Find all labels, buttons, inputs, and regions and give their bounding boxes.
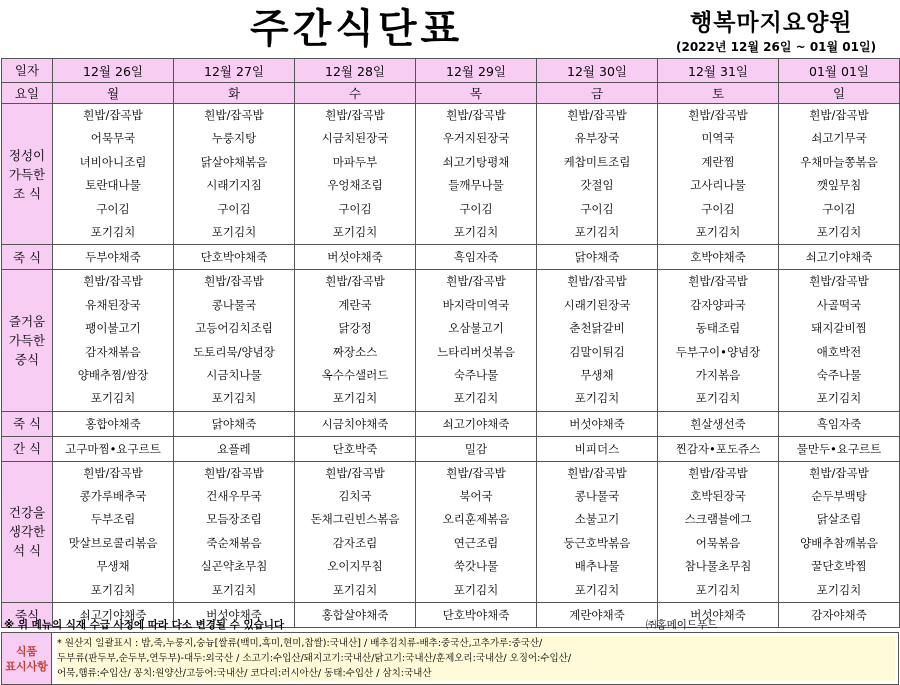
menu-item: 흰밥/잡곡밥 bbox=[809, 465, 869, 480]
dinner-cell bbox=[779, 461, 900, 602]
menu-item: 닭강정 bbox=[338, 321, 372, 336]
menu-item: 모듬장조림 bbox=[206, 512, 262, 527]
snack-cell: 단호박죽 bbox=[295, 436, 416, 461]
day-row bbox=[2, 83, 900, 104]
menu-item: 쇠고기무국 bbox=[811, 131, 867, 146]
menu-item: 흰밥/잡곡밥 bbox=[688, 274, 748, 289]
breakfast-cell bbox=[416, 104, 537, 245]
menu-item: 건새우무국 bbox=[206, 489, 262, 504]
menu-item: 순두부백탕 bbox=[811, 489, 867, 504]
porridge_dinner-cell: 버섯야채죽 bbox=[658, 603, 779, 628]
day-cell: 목 bbox=[416, 83, 537, 104]
snack-cell: 비피더스 bbox=[537, 436, 658, 461]
menu-item: 느타리버섯볶음 bbox=[437, 344, 515, 359]
menu-item: 토란대나물 bbox=[85, 178, 141, 193]
day-label: 요일 bbox=[2, 83, 53, 104]
date-cell: 12월 30일 bbox=[537, 59, 658, 83]
menu-item: 흰밥/잡곡밥 bbox=[204, 108, 264, 122]
menu-item: 배추나물 bbox=[574, 559, 620, 574]
menu-item: 케찹미트조림 bbox=[563, 154, 631, 169]
dinner-cell bbox=[416, 461, 537, 602]
snack-cell: 밀감 bbox=[416, 436, 537, 461]
menu-item: 무생채 bbox=[96, 559, 130, 574]
menu-item: 두부구이•양념장 bbox=[675, 344, 761, 359]
menu-item: 흰밥/잡곡밥 bbox=[325, 465, 385, 480]
menu-item: 두부조림 bbox=[90, 512, 136, 527]
day-cell: 화 bbox=[174, 83, 295, 104]
porridge_dinner-cell: 쇠고기야채죽 bbox=[53, 603, 174, 628]
menu-item: 죽순채볶음 bbox=[206, 535, 262, 550]
menu-item: 동태조림 bbox=[695, 321, 741, 336]
menu-item: 양배추참깨볶음 bbox=[800, 535, 878, 550]
menu-item: 돼지갈비찜 bbox=[811, 321, 867, 336]
breakfast-cell bbox=[658, 104, 779, 245]
dinner-cell bbox=[537, 461, 658, 602]
porridge_dinner-cell: 감자야채죽 bbox=[779, 603, 900, 628]
date-row bbox=[2, 59, 900, 83]
date-cell: 12월 28일 bbox=[295, 59, 416, 83]
porridge-label: 죽 식 bbox=[2, 411, 53, 436]
menu-item: 구이김 bbox=[96, 201, 130, 216]
menu-item: 포기김치 bbox=[90, 582, 136, 597]
menu-item: 무생채 bbox=[580, 367, 614, 382]
menu-item: 흰밥/잡곡밥 bbox=[446, 274, 506, 289]
menu-item: 감자양파국 bbox=[690, 297, 746, 312]
menu-item: 우엉채조림 bbox=[327, 178, 383, 193]
menu-item: 숙주나물 bbox=[816, 367, 862, 382]
menu-item: 포기김치 bbox=[90, 391, 136, 406]
menu-item: 포기김치 bbox=[695, 391, 741, 406]
menu-item: 호박된장국 bbox=[690, 489, 746, 504]
menu-item: 시래기지짐 bbox=[206, 178, 262, 193]
date-cell: 12월 31일 bbox=[658, 59, 779, 83]
menu-item: 깻잎무침 bbox=[816, 178, 862, 193]
porridge_lunch-cell: 버섯야채죽 bbox=[537, 411, 658, 436]
menu-item: 시금치나물 bbox=[206, 367, 262, 382]
menu-item: 마파두부 bbox=[332, 154, 378, 169]
menu-item: 양배추찜/쌈장 bbox=[77, 367, 149, 382]
dinner-cell bbox=[658, 461, 779, 602]
porridge_breakfast-cell: 호박야채죽 bbox=[658, 245, 779, 270]
menu-item: 우채마늘쫑볶음 bbox=[800, 154, 878, 169]
menu-item: 김치국 bbox=[338, 489, 372, 504]
breakfast-cell bbox=[779, 104, 900, 245]
date-label: 일자 bbox=[2, 59, 53, 83]
menu-item: 옥수수샐러드 bbox=[321, 367, 389, 382]
menu-change-notice: ※ 위 메뉴의 식재 수급 사정에 따라 다소 변경될 수 있습니다 bbox=[4, 619, 285, 631]
menu-item: 실곤약초무침 bbox=[200, 559, 268, 574]
menu-item: 스크램블에그 bbox=[684, 512, 752, 527]
day-cell: 일 bbox=[779, 83, 900, 104]
menu-item: 맛살브로콜리볶음 bbox=[68, 535, 158, 550]
menu-item: 돈채그린빈스볶음 bbox=[310, 512, 400, 527]
menu-period: (2022년 12월 26일 ~ 01월 01일) bbox=[676, 40, 877, 54]
menu-item: 유채된장국 bbox=[85, 297, 141, 312]
dinner-cell bbox=[295, 461, 416, 602]
porridge-label: 죽식 bbox=[2, 603, 53, 628]
menu-item: 들깨무나물 bbox=[448, 178, 504, 193]
date-cell: 12월 27일 bbox=[174, 59, 295, 83]
menu-item: 흰밥/잡곡밥 bbox=[325, 108, 385, 122]
snack-cell: 요플레 bbox=[174, 436, 295, 461]
porridge_dinner-cell: 버섯야채죽 bbox=[174, 603, 295, 628]
page-title: 주간식단표 bbox=[250, 6, 464, 52]
menu-item: 흰밥/잡곡밥 bbox=[83, 108, 143, 122]
menu-item: 애호박전 bbox=[816, 344, 862, 359]
date-cell: 01월 01일 bbox=[779, 59, 900, 83]
menu-item: 유부장국 bbox=[574, 131, 620, 146]
porridge_breakfast-cell: 쇠고기야채죽 bbox=[779, 245, 900, 270]
menu-item: 포기김치 bbox=[816, 391, 862, 406]
breakfast-cell bbox=[174, 104, 295, 245]
menu-item: 포기김치 bbox=[332, 224, 378, 239]
menu-item: 흰밥/잡곡밥 bbox=[83, 274, 143, 289]
menu-item: 북어국 bbox=[459, 489, 493, 504]
day-cell: 수 bbox=[295, 83, 416, 104]
menu-item: 소불고기 bbox=[574, 512, 620, 527]
menu-item: 도토리묵/양념장 bbox=[193, 344, 275, 359]
menu-item: 어묵무국 bbox=[90, 131, 136, 146]
menu-item: 우거지된장국 bbox=[442, 131, 510, 146]
menu-item: 바지락미역국 bbox=[442, 297, 510, 312]
breakfast-cell bbox=[295, 104, 416, 245]
day-cell: 금 bbox=[537, 83, 658, 104]
porridge_dinner-cell: 단호박야채죽 bbox=[416, 603, 537, 628]
snack-cell: 찐감자•포도쥬스 bbox=[658, 436, 779, 461]
snack-cell: 고구마찜•요구르트 bbox=[53, 436, 174, 461]
menu-item: 포기김치 bbox=[211, 391, 257, 406]
menu-item: 둥근호박볶음 bbox=[563, 535, 631, 550]
menu-item: 흰밥/잡곡밥 bbox=[567, 465, 627, 480]
menu-item: 흰밥/잡곡밥 bbox=[446, 465, 506, 480]
porridge_breakfast-cell: 두부야채죽 bbox=[53, 245, 174, 270]
menu-item: 콩가루배추국 bbox=[79, 489, 147, 504]
breakfast-cell bbox=[53, 104, 174, 245]
menu-item: 포기김치 bbox=[332, 582, 378, 597]
menu-item: 포기김치 bbox=[574, 582, 620, 597]
lunch-row bbox=[2, 270, 900, 411]
menu-item: 쇠고기탕평채 bbox=[442, 154, 510, 169]
porridge-label: 죽 식 bbox=[2, 245, 53, 270]
menu-item: 포기김치 bbox=[211, 224, 257, 239]
menu-item: 포기김치 bbox=[211, 582, 257, 597]
porridge_breakfast-cell: 흑임자죽 bbox=[416, 245, 537, 270]
dinner-cell bbox=[53, 461, 174, 602]
menu-item: 포기김치 bbox=[695, 582, 741, 597]
menu-item: 어묵볶음 bbox=[695, 535, 741, 550]
porridge-lunch-row bbox=[2, 411, 900, 436]
menu-item: 누룽지탕 bbox=[211, 131, 257, 146]
menu-item: 구이김 bbox=[580, 201, 614, 216]
menu-item: 흰밥/잡곡밥 bbox=[204, 274, 264, 289]
date-cell: 12월 26일 bbox=[53, 59, 174, 83]
menu-item: 갓절임 bbox=[580, 178, 614, 193]
menu-item: 구이김 bbox=[701, 201, 735, 216]
menu-item: 포기김치 bbox=[695, 224, 741, 239]
menu-item: 포기김치 bbox=[90, 224, 136, 239]
snack-cell: 물만두•요구르트 bbox=[779, 436, 900, 461]
lunch-cell bbox=[295, 270, 416, 411]
porridge_dinner-cell: 계란야채죽 bbox=[537, 603, 658, 628]
menu-item: 녀비아니조림 bbox=[79, 154, 147, 169]
porridge_lunch-cell: 시금치야채죽 bbox=[295, 411, 416, 436]
menu-item: 흰밥/잡곡밥 bbox=[688, 108, 748, 122]
dinner-cell bbox=[174, 461, 295, 602]
menu-item: 사골떡국 bbox=[816, 297, 862, 312]
lunch-cell bbox=[537, 270, 658, 411]
menu-item: 포기김치 bbox=[574, 391, 620, 406]
menu-item: 김말이튀김 bbox=[569, 344, 625, 359]
porridge_dinner-cell: 홍합살야채죽 bbox=[295, 603, 416, 628]
breakfast-row bbox=[2, 104, 900, 245]
lunch-cell bbox=[53, 270, 174, 411]
menu-item: 오이지무침 bbox=[327, 559, 383, 574]
menu-item: 흰밥/잡곡밥 bbox=[567, 108, 627, 122]
porridge_lunch-cell: 홍합야채죽 bbox=[53, 411, 174, 436]
food-origin-box bbox=[1, 632, 899, 685]
porridge_breakfast-cell: 닭야채죽 bbox=[537, 245, 658, 270]
menu-item: 연근조림 bbox=[453, 535, 499, 550]
menu-item: 포기김치 bbox=[332, 391, 378, 406]
menu-item: 고등어김치조림 bbox=[195, 321, 273, 336]
menu-item: 쑥갓나물 bbox=[453, 559, 499, 574]
day-cell: 월 bbox=[53, 83, 174, 104]
menu-item: 숙주나물 bbox=[453, 367, 499, 382]
menu-item: 오리훈제볶음 bbox=[442, 512, 510, 527]
menu-item: 시래기된장국 bbox=[563, 297, 631, 312]
supplier-name: ㈜홈메이드푸드 bbox=[646, 619, 718, 631]
menu-item: 흰밥/잡곡밥 bbox=[204, 465, 264, 480]
porridge_lunch-cell: 쇠고기야채죽 bbox=[416, 411, 537, 436]
snack-label: 간 식 bbox=[2, 436, 53, 461]
menu-item: 흰밥/잡곡밥 bbox=[83, 465, 143, 480]
food-label: 식품 표시사항 bbox=[2, 633, 52, 684]
lunch-cell bbox=[174, 270, 295, 411]
porridge_breakfast-cell: 단호박야채죽 bbox=[174, 245, 295, 270]
food-origin-text: * 원산지 일괄표시 : 밥,죽,누룽지,숭늉[쌀류(백미,흑미,현미,찹쌀):국내산] / 배추김치류-배추:중국산,고추가루:중국산/ 두부류(판두부,순두부,연두부)-대두:외국산 / 소고기:수입산/돼지고기:국내산/닭고기:국내산/훈제오리:국내산/ 오징어:수입산/ 어묵,햄류:수입산/ 꽁치:원양산/고등어:국내산/ 코다리:러시아산/ 동태:수입산 / 삼치:국내산 bbox=[57, 636, 895, 681]
porridge_lunch-cell: 흑임자죽 bbox=[779, 411, 900, 436]
menu-item: 흰밥/잡곡밥 bbox=[809, 274, 869, 289]
menu-item: 가지볶음 bbox=[695, 367, 741, 382]
menu-item: 흰밥/잡곡밥 bbox=[567, 274, 627, 289]
breakfast-cell bbox=[537, 104, 658, 245]
menu-item: 꿀단호박찜 bbox=[811, 559, 867, 574]
menu-item: 계란국 bbox=[338, 297, 372, 312]
lunch-cell bbox=[779, 270, 900, 411]
menu-item: 참나물초무침 bbox=[684, 559, 752, 574]
menu-item: 시금치된장국 bbox=[321, 131, 389, 146]
snack-row bbox=[2, 436, 900, 461]
menu-item: 콩나물국 bbox=[211, 297, 257, 312]
menu-item: 포기김치 bbox=[453, 582, 499, 597]
menu-item: 팽이불고기 bbox=[85, 321, 141, 336]
menu-item: 감자채볶음 bbox=[85, 344, 141, 359]
menu-item: 춘천닭갈비 bbox=[569, 321, 625, 336]
porridge_breakfast-cell: 버섯야채죽 bbox=[295, 245, 416, 270]
menu-item: 계란찜 bbox=[701, 154, 735, 169]
menu-item: 닭살조림 bbox=[816, 512, 862, 527]
menu-item: 흰밥/잡곡밥 bbox=[446, 108, 506, 122]
menu-item: 구이김 bbox=[217, 201, 251, 216]
lunch-cell bbox=[658, 270, 779, 411]
menu-item: 구이김 bbox=[459, 201, 493, 216]
menu-item: 포기김치 bbox=[816, 582, 862, 597]
date-cell: 12월 29일 bbox=[416, 59, 537, 83]
breakfast-label: 정성이 가득한 조 식 bbox=[2, 104, 53, 245]
porridge_lunch-cell: 흰살생선죽 bbox=[658, 411, 779, 436]
lunch-label: 즐거움 가득한 중식 bbox=[2, 270, 53, 411]
porridge_lunch-cell: 닭야채죽 bbox=[174, 411, 295, 436]
menu-item: 흰밥/잡곡밥 bbox=[809, 108, 869, 122]
menu-item: 짜장소스 bbox=[332, 344, 378, 359]
menu-item: 닭살야채볶음 bbox=[200, 154, 268, 169]
menu-item: 구이김 bbox=[338, 201, 372, 216]
menu-item: 포기김치 bbox=[453, 224, 499, 239]
lunch-cell bbox=[416, 270, 537, 411]
menu-item: 미역국 bbox=[701, 131, 735, 146]
menu-item: 오삼불고기 bbox=[448, 321, 504, 336]
weekly-menu-table bbox=[1, 58, 900, 628]
menu-item: 감자조림 bbox=[332, 535, 378, 550]
menu-item: 포기김치 bbox=[574, 224, 620, 239]
organization-name: 행복마지요양원 bbox=[690, 10, 853, 36]
menu-item: 구이김 bbox=[822, 201, 856, 216]
day-cell: 토 bbox=[658, 83, 779, 104]
menu-item: 흰밥/잡곡밥 bbox=[688, 465, 748, 480]
menu-item: 포기김치 bbox=[816, 224, 862, 239]
porridge-breakfast-row bbox=[2, 245, 900, 270]
menu-item: 흰밥/잡곡밥 bbox=[325, 274, 385, 289]
dinner-row bbox=[2, 461, 900, 602]
dinner-label: 건강을 생각한 석 식 bbox=[2, 461, 53, 602]
menu-item: 포기김치 bbox=[453, 391, 499, 406]
menu-item: 고사리나물 bbox=[690, 178, 746, 193]
menu-item: 콩나물국 bbox=[574, 489, 620, 504]
